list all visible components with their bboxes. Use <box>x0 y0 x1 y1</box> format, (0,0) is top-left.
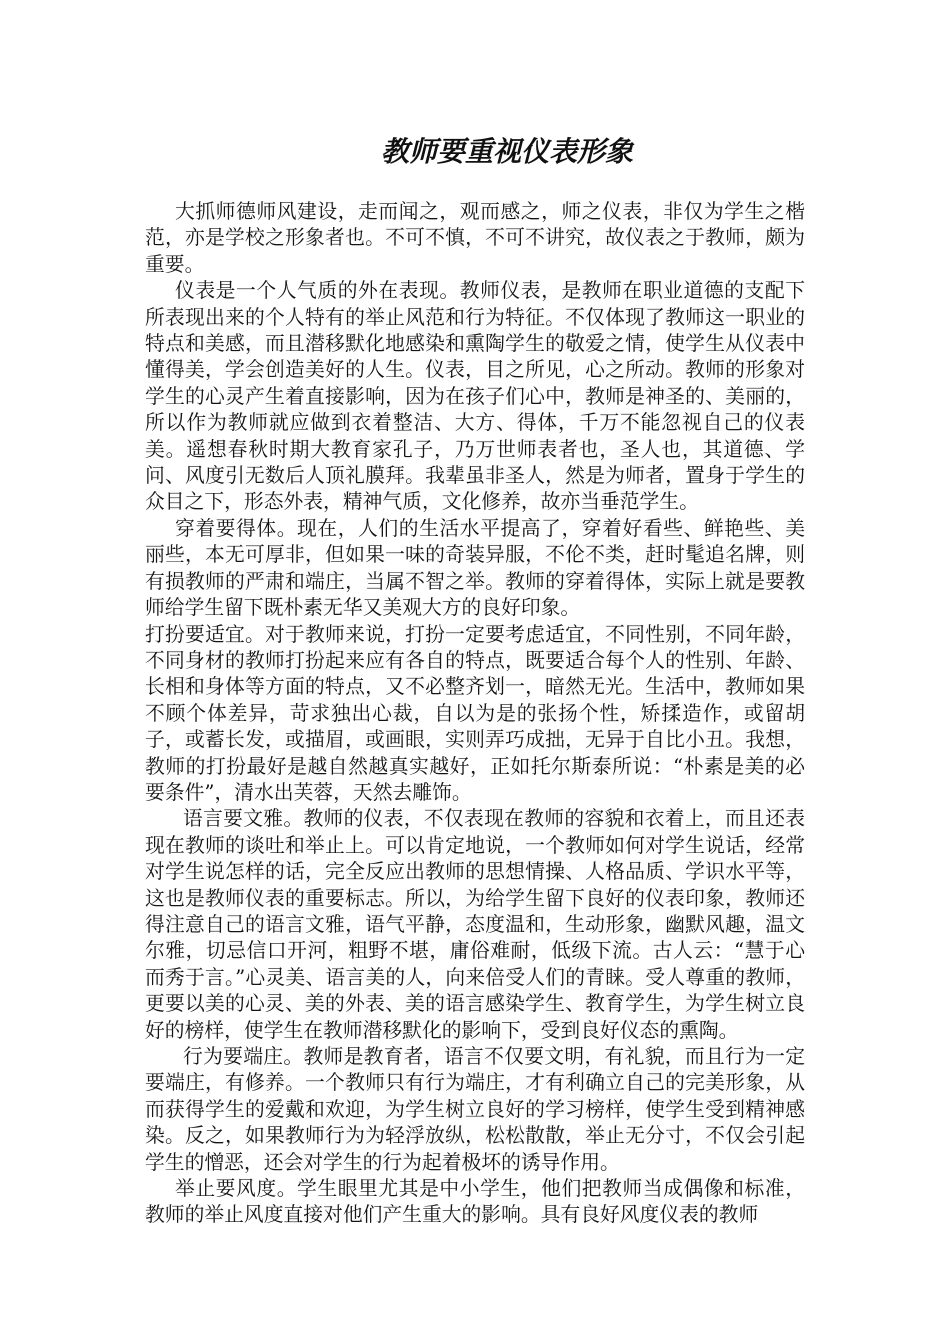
document-title: 教师要重视仪表形象 <box>381 135 634 168</box>
paragraph-dress: 穿着要得体。现在，人们的生活水平提高了，穿着好看些、鲜艳些、美丽些，本无可厚非，但如果一味的奇装异服，不伦不类，赶时髦追名牌，则有损教师的严肃和端庄，当属不智之举。教师的穿着得体，实际上就是要教师给学生留下既朴素无华又美观大方的良好印象。 <box>145 516 805 620</box>
paragraph-appearance-definition: 仪表是一个人气质的外在表现。教师仪表，是教师在职业道德的支配下所表现出来的个人特有的举止风范和行为特征。不仅体现了教师这一职业的特点和美感，而且潜移默化地感染和熏陶学生的敬爱之情，使学生从仪表中懂得美，学会创造美好的人生。仪表，目之所见，心之所动。教师的形象对学生的心灵产生着直接影响，因为在孩子们心中，教师是神圣的、美丽的，所以作为教师就应做到衣着整洁、大方、得体，千万不能忽视自己的仪表美。遥想春秋时期大教育家孔子，乃万世师表者也，圣人也，其道德、学问、风度引无数后人顶礼膜拜。我辈虽非圣人，然是为师者，置身于学生的众目之下，形态外表，精神气质，文化修养，故亦当垂范学生。 <box>145 279 805 514</box>
paragraph-behavior: 行为要端庄。教师是教育者，语言不仅要文明，有礼貌，而且行为一定要端庄，有修养。一个教师只有行为端庄，才有利确立自己的完美形象，从而获得学生的爱戴和欢迎，为学生树立良好的学习榜样，使学生受到精神感染。反之，如果教师行为为轻浮放纵，松松散散，举止无分寸，不仅会引起学生的憎恶，还会对学生的行为起着极坏的诱导作用。 <box>145 1045 805 1174</box>
paragraph-grooming: 打扮要适宜。对于教师来说，打扮一定要考虑适宜，不同性别，不同年龄，不同身材的教师打扮起来应有各自的特点，既要适合每个人的性别、年龄、长相和身体等方面的特点，又不必整齐划一，暗然无光。生活中，教师如果不顾个体差异，苛求独出心裁，自以为是的张扬个性，矫揉造作，或留胡子，或蓄长发，或描眉，或画眼，实则弄巧成拙，无异于自比小丑。我想，教师的打扮最好是越自然越真实越好，正如托尔斯泰所说：“朴素是美的必要条件”，清水出芙蓉，天然去雕饰。 <box>145 622 805 804</box>
paragraph-language: 语言要文雅。教师的仪表，不仅表现在教师的容貌和衣着上，而且还表现在教师的谈吐和举止上。可以肯定地说，一个教师如何对学生说话，经常对学生说怎样的话，完全反应出教师的思想情操、人格品质、学识水平等，这也是教师仪表的重要标志。所以，为给学生留下良好的仪表印象，教师还得注意自己的语言文雅，语气平静，态度温和，生动形象，幽默风趣，温文尔雅，切忌信口开河，粗野不堪，庸俗难耐，低级下流。古人云：“慧于心而秀于言。”心灵美、语言美的人，向来倍受人们的青睐。受人尊重的教师，更要以美的心灵、美的外表、美的语言感染学生、教育学生，为学生树立良好的榜样，使学生在教师潜移默化的影响下，受到良好仪态的熏陶。 <box>145 807 805 1042</box>
paragraph-intro: 大抓师德师风建设，走而闻之，观而感之，师之仪表，非仅为学生之楷范，亦是学校之形象者也。不可不慎，不可不讲究，故仪表之于教师，颇为重要。 <box>145 200 805 276</box>
document-body <box>145 199 805 1229</box>
paragraph-manner: 举止要风度。学生眼里尤其是中小学生，他们把教师当成偶像和标准，教师的举止风度直接对他们产生重大的影响。具有良好风度仪表的教师 <box>145 1177 805 1227</box>
